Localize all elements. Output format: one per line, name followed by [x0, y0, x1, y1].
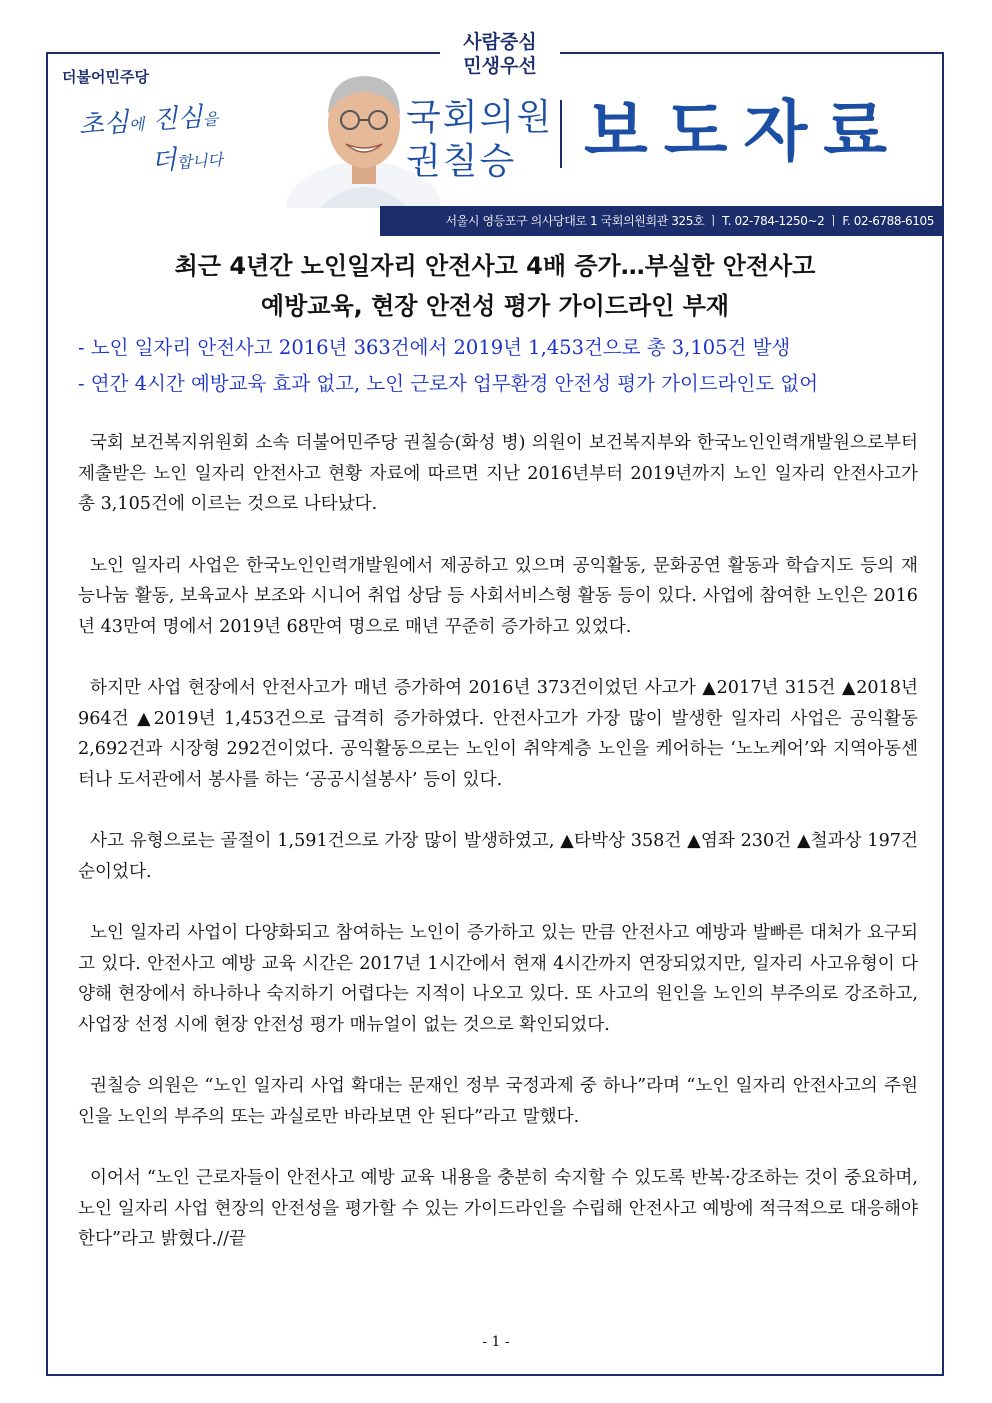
title-divider	[560, 100, 562, 168]
paragraph-7: 이어서 “노인 근로자들이 안전사고 예방 교육 내용을 충분히 숙지할 수 있도록 반복·강조하는 것이 중요하며, 노인 일자리 사업 현장의 안전성을 평가할 수 있는 가이드라인을 수립해 안전사고 예방에 적극적으로 대응해야 한다”라고 밝혔다.//끝	[78, 1168, 918, 1249]
subheading-1: - 노인 일자리 안전사고 2016년 363건에서 2019년 1,453건으로 총 3,105건 발생	[78, 336, 791, 359]
party-name: 더불어민주당	[62, 68, 149, 86]
handwritten-motto	[77, 97, 224, 189]
motto-word-2: 진심	[151, 102, 204, 136]
motto-word-1: 초심	[77, 107, 130, 141]
slogan	[440, 30, 560, 88]
doc-type-title: 보도자료	[584, 93, 904, 170]
subheadings	[78, 330, 918, 402]
contact-bar: 서울시 영등포구 의사당대로 1 국회의원회관 325호 ㅣ T. 02-784-1250~2 ㅣ F. 02-6788-6105	[380, 206, 942, 236]
motto-particle-1: 에	[128, 114, 146, 135]
motto-particle-2: 을	[202, 109, 219, 130]
motto-word-4: 합니다	[175, 150, 224, 173]
paragraph-5: 노인 일자리 사업이 다양화되고 참여하는 노인이 증가하고 있는 만큼 안전사고 예방과 발빠른 대처가 요구되고 있다. 안전사고 예방 교육 시간은 2017년 1시간에서 현재 4시간까지 연장되었지만, 일자리 사고유형이 다양해 현장에서 하나하나 숙지하기 어렵다는 지적이 나오고 있다. 또 사고의 원인을 노인의 부주의로 강조하고, 사업장 선정 시에 현장 안전성 평가 매뉴얼이 없는 것으로 확인되었다.	[78, 923, 918, 1035]
paragraph-2: 노인 일자리 사업은 한국노인인력개발원에서 제공하고 있으며 공익활동, 문화공연 활동과 학습지도 등의 재능나눔 활동, 보육교사 보조와 시니어 취업 상담 등 사회서비스형 활동 등이 있다. 사업에 참여한 노인은 2016년 43만여 명에서 2019년 68만여 명으로 매년 꾸준히 증가하고 있었다.	[78, 555, 918, 637]
paragraph-1: 국회 보건복지위원회 소속 더불어민주당 권칠승(화성 병) 의원이 보건복지부와 한국노인인력개발원으로부터 제출받은 노인 일자리 안전사고 현황 자료에 따르면 지난 2016년부터 2019년까지 노인 일자리 안전사고가 총 3,105건에 이르는 것으로 나타났다.	[78, 433, 918, 514]
member-title: 국회의원	[406, 97, 554, 138]
paragraph-3: 하지만 사업 현장에서 안전사고가 매년 증가하여 2016년 373건이었던 사고가 ▲2017년 315건 ▲2018년 964건 ▲2019년 1,453건으로 급격히 증가하였다. 안전사고가 가장 많이 발생한 일자리 사업은 공익활동 2,692건과 시장형 292건이었다. 공익활동으로는 노인이 취약계층 노인을 케어하는 ‘노노케어’와 지역아동센터나 도서관에서 봉사를 하는 ‘공공시설봉사’ 등이 있다.	[78, 678, 918, 790]
slogan-line2: 민생우선	[463, 55, 537, 77]
headline	[48, 246, 942, 326]
article-body	[78, 428, 918, 1286]
subheading-2: - 연간 4시간 예방교육 효과 없고, 노인 근로자 업무환경 안전성 평가 가이드라인도 없어	[78, 372, 819, 395]
member-block	[406, 96, 553, 184]
page-number: - 1 -	[482, 1334, 510, 1350]
member-name: 권칠승	[406, 141, 517, 182]
paragraph-4: 사고 유형으로는 골절이 1,591건으로 가장 많이 발생하였고, ▲타박상 358건 ▲염좌 230건 ▲철과상 197건 순이었다.	[78, 831, 918, 882]
paragraph-6: 권칠승 의원은 “노인 일자리 사업 확대는 문재인 정부 국정과제 중 하나”라며 “노인 일자리 안전사고의 주원인을 노인의 부주의 또는 과실로만 바라보면 안 된다”라고 말했다.	[78, 1076, 918, 1127]
headline-line2: 예방교육, 현장 안전성 평가 가이드라인 부재	[260, 292, 730, 320]
motto-word-3: 더	[150, 145, 178, 177]
headline-line1: 최근 4년간 노인일자리 안전사고 4배 증가…부실한 안전사고	[174, 252, 816, 280]
slogan-line1: 사람중심	[463, 31, 537, 53]
